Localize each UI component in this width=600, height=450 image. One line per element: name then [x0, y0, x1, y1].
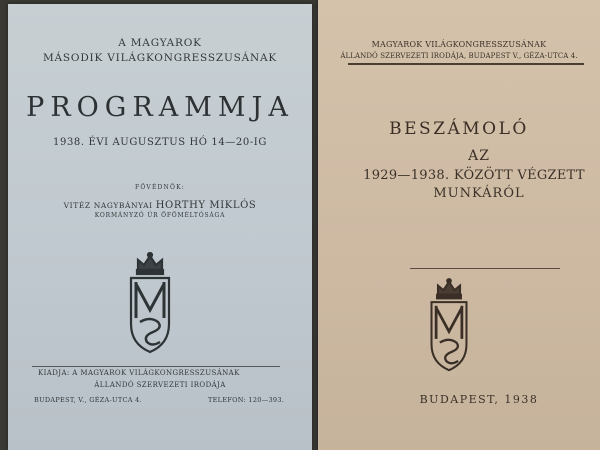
right-city-year: BUDAPEST, 1938 [419, 393, 539, 406]
left-title: PROGRAMMJA [26, 92, 294, 123]
report-booklet-cover [318, 0, 600, 450]
left-footer-line1: KIADJA: A MAGYAROK VILÁGKONGRESSZUSÁNAK [38, 369, 240, 377]
patron-title: KORMÁNYZÓ ÚR ŐFŐMÉLTÓSÁGA [94, 212, 226, 219]
right-header-line2: ÁLLANDÓ SZERVEZETI IRODÁJA, BUDAPEST V., GÉZA-UTCA 4. [340, 52, 578, 60]
left-header-line2: MÁSODIK VILÁGKONGRESSZUSÁNAK [42, 52, 277, 64]
left-footer-rule [32, 366, 280, 367]
left-date-line: 1938. ÉVI AUGUSZTUS HÓ 14—20-IG [53, 137, 267, 148]
crowned-m-emblem-icon [426, 278, 472, 374]
right-title: BESZÁMOLÓ [389, 119, 529, 139]
right-sub-line1: AZ [468, 148, 490, 164]
programme-booklet-cover [8, 4, 312, 450]
left-footer-line2: ÁLLANDÓ SZERVEZETI IRODÁJA [94, 381, 226, 389]
patron-name-line [8, 200, 312, 211]
patron-label: FŐVÉDNÖK: [134, 184, 186, 191]
patron-name-prefix: VITÉZ NAGYBÁNYAI [63, 201, 153, 210]
right-header-rule [348, 63, 584, 65]
right-sub-line2: 1929—1938. KÖZÖTT VÉGZETT [363, 168, 585, 183]
right-middle-rule [410, 268, 560, 269]
left-footer-phone: TELEFON: 120—393. [208, 396, 285, 404]
left-footer-address: BUDAPEST, V., GÉZA-UTCA 4. [34, 396, 142, 404]
right-sub-line3: MUNKÁRÓL [433, 186, 525, 201]
left-header-line1: A MAGYAROK [118, 37, 202, 49]
right-header-line1: MAGYAROK VILÁGKONGRESSZUSÁNAK [371, 40, 547, 49]
crowned-m-emblem-icon [125, 252, 175, 356]
patron-name: HORTHY MIKLÓS [155, 200, 257, 211]
